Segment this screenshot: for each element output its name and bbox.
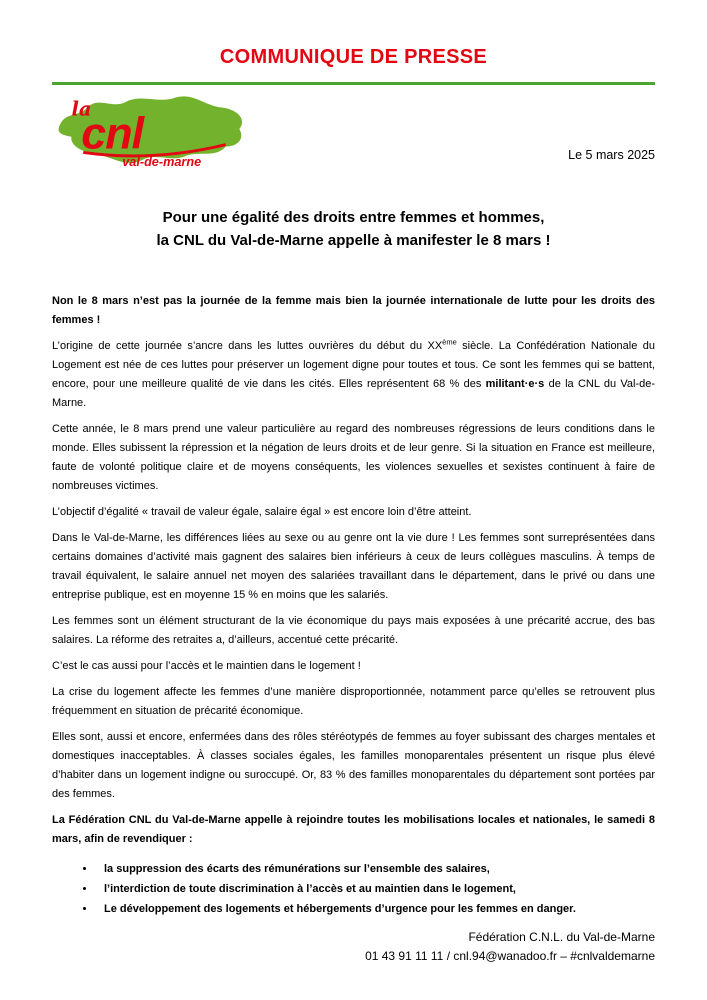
body-text [52,292,655,849]
demands-list [96,859,655,919]
body-paragraph [52,612,655,650]
logo-subtitle-text: val-de-marne [122,155,202,170]
text-run: C’est le cas aussi pour l’accès et le maintien dans le logement ! [52,660,361,672]
footer-organization: Fédération C.N.L. du Val-de-Marne [468,930,655,944]
text-run: Elles sont, aussi et encore, enfermées dans des rôles stéréotypés de femmes au foyer subissant des charges mentales et domestiques inacceptables. À classes sociales égales, les familles monoparentales présentent un risque plus élevé d’habiter dans un logement indigne ou suroccupé. Or, 83 % des familles monoparentales du département sont portées par des femmes. [52,731,655,800]
demand-item: • Le développement des logements et hébergements d’urgence pour les femmes en danger. [96,899,655,919]
text-run: Cette année, le 8 mars prend une valeur particulière au regard des nombreuses régressions de leurs conditions dans le monde. Elles subissent la répression et la négation de leurs droits et de leur genre. Si la situation en France est meilleure, faute de volonté politique claire et de moyens conséquents, les violences sexuelles et sexistes continuent à faire de nombreuses victimes. [52,423,655,492]
body-paragraph [52,337,655,413]
text-run: L’origine de cette journée s’ancre dans les luttes ouvrières du début du XX [52,340,443,352]
text-run: de la CNL du Val-de-Marne. [52,378,655,409]
bold-text-run: militant·e·s [485,378,545,390]
text-run: siècle. La Confédération Nationale du Logement est née de ces luttes pour préserver un logement digne pour toutes et tous. Ce sont les femmes qui se battent, encore, pour une meilleure qualité de vie dans les cités. Elles représentent 68 % des [52,340,655,390]
logo-cnl-text: cnl [81,107,144,159]
logo-row [52,90,655,170]
body-paragraph [52,657,655,676]
cnl-logo-graphic [52,90,252,170]
text-run: La crise du logement affecte les femmes d’une manière disproportionnée, notamment parce qu’elles se retrouvent plus fréquemment en situation de précarité économique. [52,686,655,717]
headline [52,206,655,252]
demand-item: • l’interdiction de toute discrimination à l’accès et au maintien dans le logement, [96,879,655,899]
body-paragraph [52,728,655,804]
footer [365,928,655,966]
logo-la-text: la [71,97,92,121]
body-paragraph [52,420,655,496]
footer-contact: 01 43 91 11 11 / cnl.94@wanadoo.fr – #cnlvaldemarne [365,949,655,963]
headline-line2: la CNL du Val-de-Marne appelle à manifester le 8 mars ! [156,232,551,249]
text-run: Les femmes sont un élément structurant de la vie économique du pays mais exposées à une précarité accrue, des bas salaires. La réforme des retraites a, d’ailleurs, accentué cette précarité. [52,615,655,646]
body-paragraph [52,811,655,849]
headline-line1: Pour une égalité des droits entre femmes et hommes, [162,209,545,226]
body-paragraph [52,503,655,522]
date-line: Le 5 mars 2025 [568,148,655,162]
body-paragraph [52,683,655,721]
kicker-title: COMMUNIQUE DE PRESSE [219,46,488,68]
green-divider [52,82,655,85]
cnl-logo [52,90,252,170]
text-run: L’objectif d’égalité « travail de valeur égale, salaire égal » est encore loin d’être atteint. [52,506,472,518]
demand-item: • la suppression des écarts des rémunérations sur l’ensemble des salaires, [96,859,655,879]
text-run: Non le 8 mars n’est pas la journée de la femme mais bien la journée internationale de lutte pour les droits des femmes ! [52,295,655,326]
body-paragraph [52,292,655,330]
text-run: La Fédération CNL du Val-de-Marne appelle à rejoindre toutes les mobilisations locales et nationales, le samedi 8 mars, afin de revendiquer : [52,814,655,845]
text-run: Dans le Val-de-Marne, les différences liées au sexe ou au genre ont la vie dure ! Les femmes sont surreprésentées dans certains domaines d’activité mais gagnent des salaires bien inférieurs à ceux de leurs collègues masculins. À temps de travail équivalent, le salaire annuel net moyen des salariées travaillant dans le département, dans le privé ou dans une entreprise publique, est en moyenne 15 % en moins que les salariés. [52,532,655,601]
body-paragraph [52,529,655,605]
superscript-text: ème [442,337,457,347]
